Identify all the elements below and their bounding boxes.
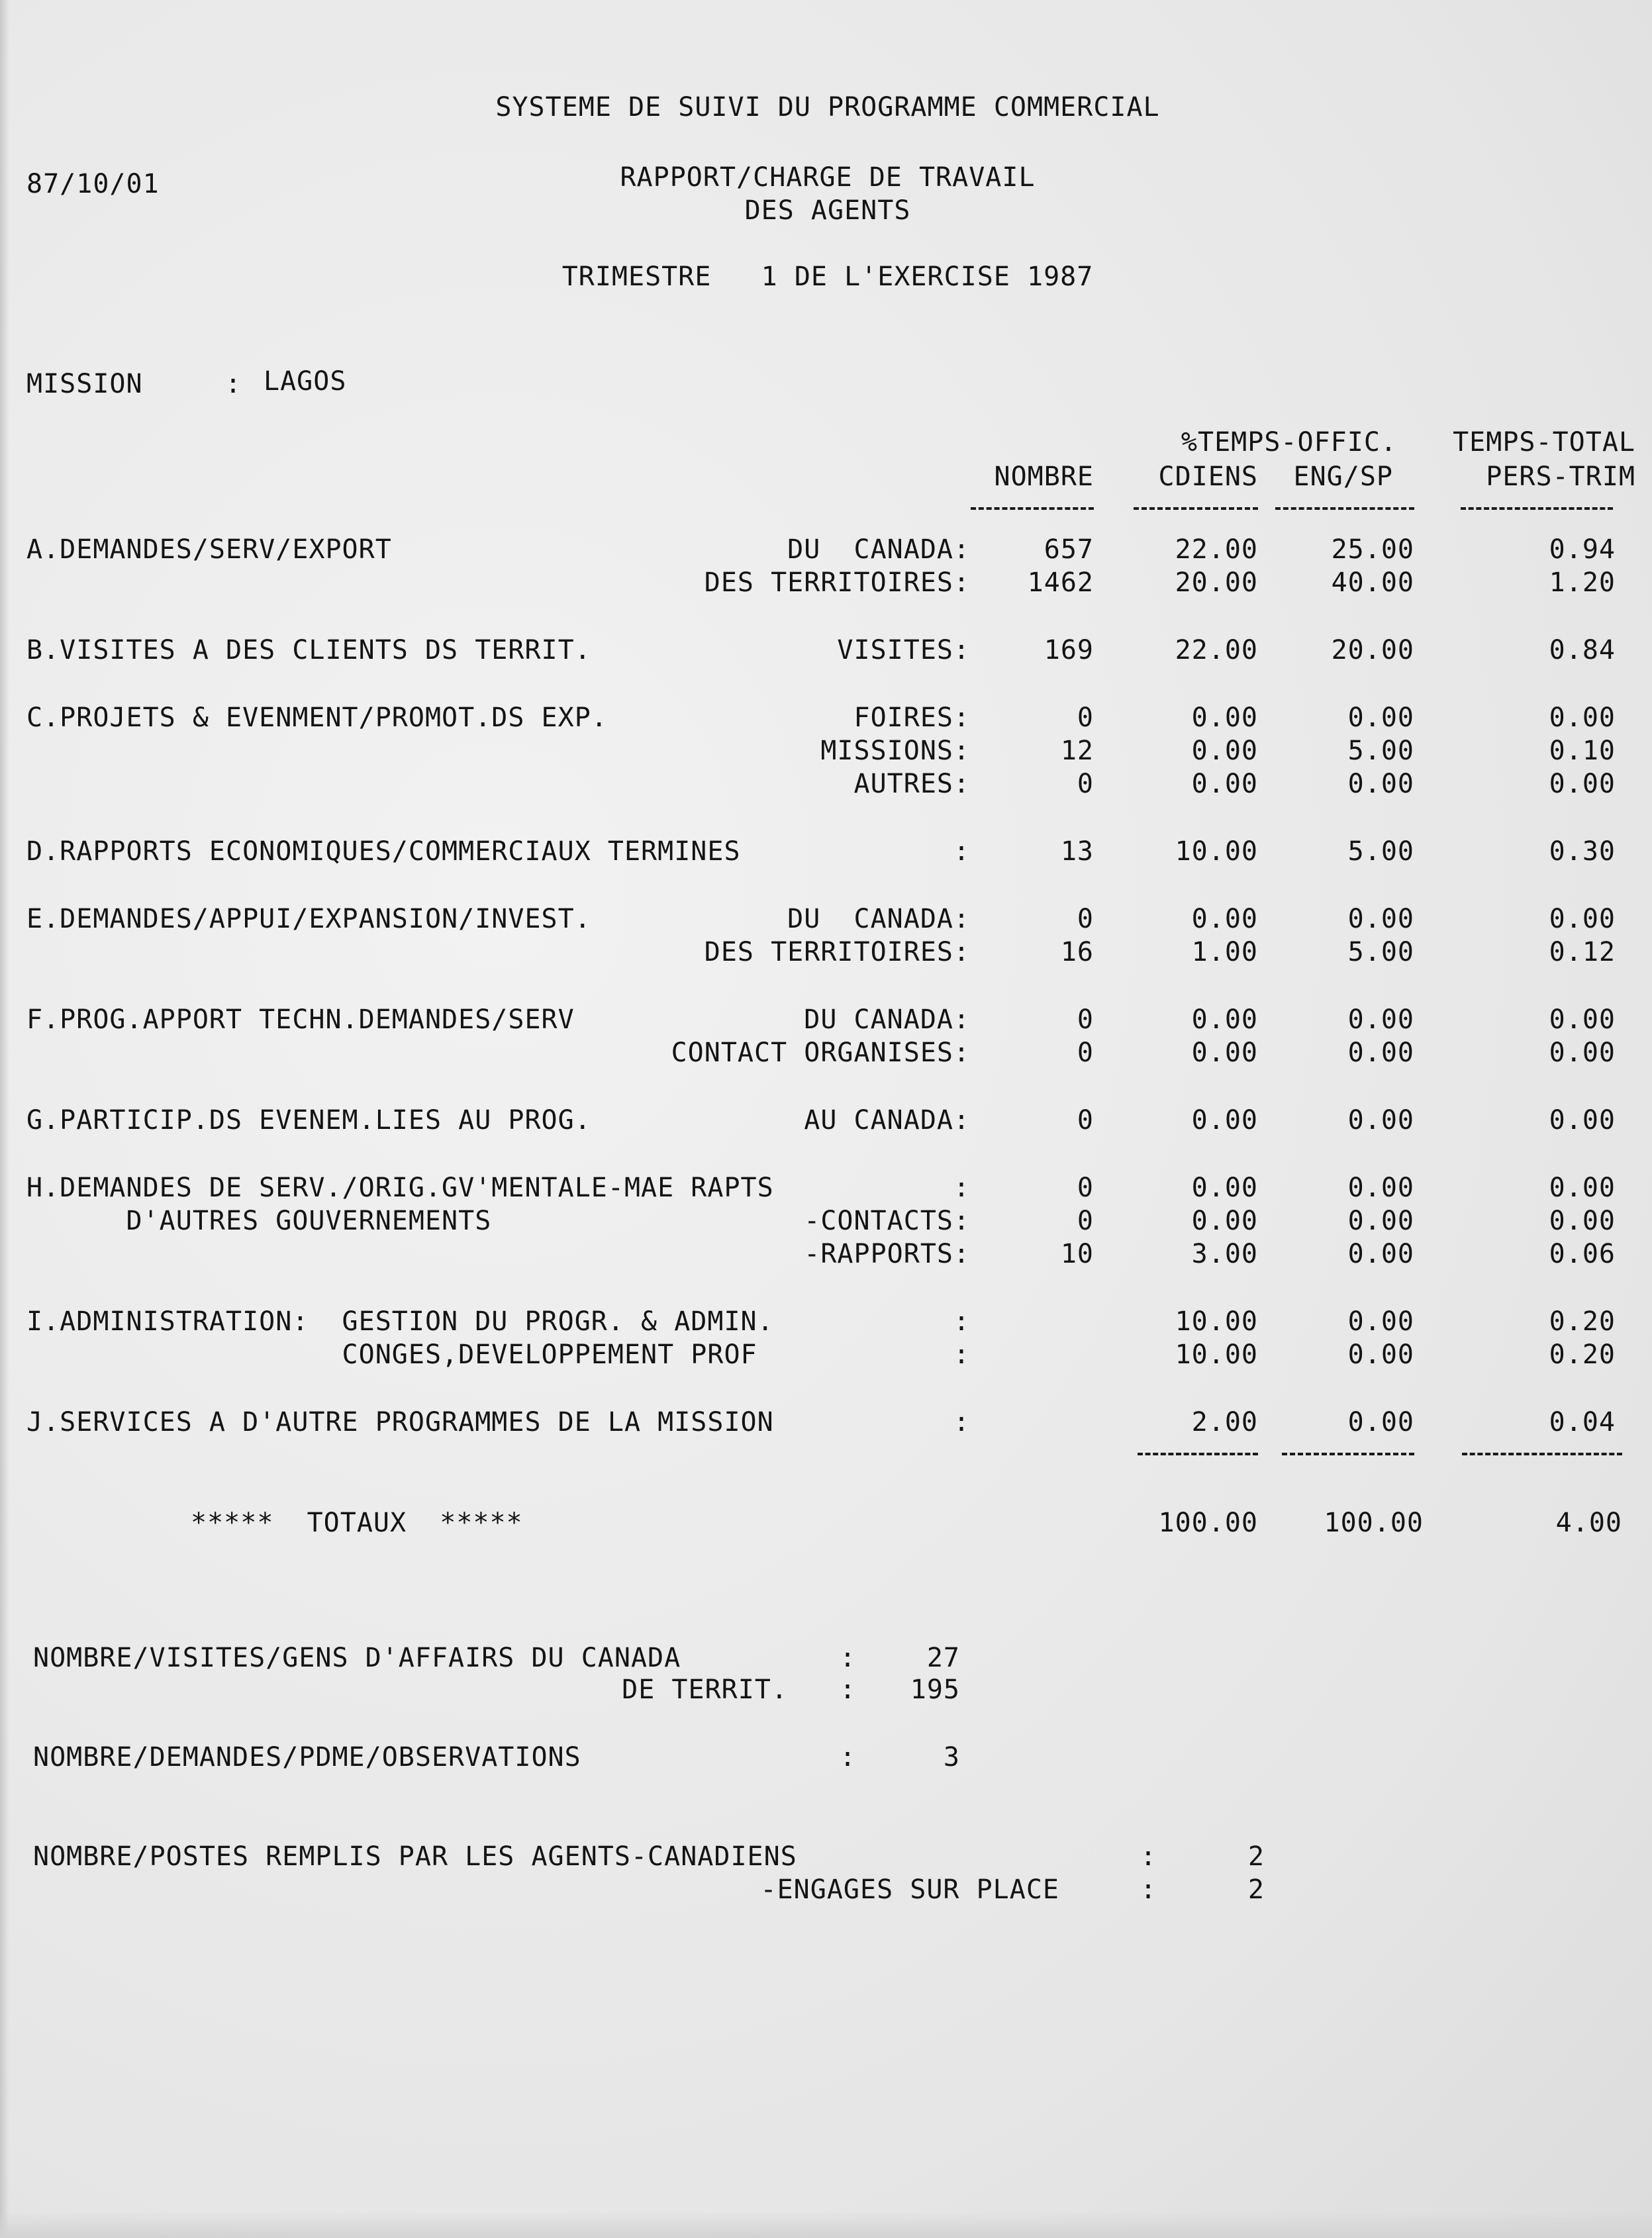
col-header-cdiens: CDIENS [1158,462,1258,492]
row-colon: : [953,1173,971,1203]
row-colon: : [953,567,971,598]
row-cdiens: 22.00 [1175,534,1258,565]
row-nombre: 12 [1060,736,1094,766]
row-perstrim: 0.20 [1549,1339,1616,1370]
totals-underline-perstrim [1462,1453,1622,1455]
row-cdiens: 20.00 [1175,567,1258,598]
row-engsp: 0.00 [1347,703,1414,733]
report-period: TRIMESTRE 1 DE L'EXERCISE 1987 [561,262,1094,292]
row-cdiens: 0.00 [1191,1004,1258,1035]
row-nombre: 169 [1044,635,1094,665]
row-category: CONGES,DEVELOPPEMENT PROF [26,1339,757,1370]
row-nombre: 0 [1077,1173,1094,1203]
row-category: J.SERVICES A D'AUTRE PROGRAMMES DE LA MISSION [26,1407,774,1437]
report-title-line2: DES AGENTS [744,195,911,226]
row-nombre: 10 [1060,1239,1094,1269]
row-sub: MISSIONS [820,736,953,766]
system-title: SYSTEME DE SUIVI DU PROGRAMME COMMERCIAL [495,92,1160,122]
row-cdiens: 0.00 [1191,769,1258,799]
row-sub: DES TERRITOIRES [704,937,953,967]
row-cdiens: 0.00 [1191,1206,1258,1236]
row-perstrim: 0.00 [1549,703,1616,733]
row-colon: : [953,1105,971,1136]
row-colon: : [953,1339,971,1370]
row-nombre: 0 [1077,1038,1094,1068]
row-nombre: 0 [1077,769,1094,799]
row-category: B.VISITES A DES CLIENTS DS TERRIT. [26,635,591,665]
row-cdiens: 2.00 [1191,1407,1258,1437]
row-engsp: 0.00 [1347,1206,1414,1236]
row-sub: VISITES [837,635,953,665]
row-engsp: 0.00 [1347,1038,1414,1068]
summary-pdme-label: NOMBRE/DEMANDES/PDME/OBSERVATIONS [33,1742,581,1773]
scan-left-edge [0,0,9,2238]
summary-postes-canadiens: 2 [1247,1841,1265,1872]
summary-visites-territ: 195 [910,1675,960,1705]
row-engsp: 0.00 [1347,1339,1414,1370]
row-category: E.DEMANDES/APPUI/EXPANSION/INVEST. [26,904,591,934]
underline-nombre [971,507,1094,510]
row-perstrim: 0.20 [1549,1306,1616,1337]
row-cdiens: 0.00 [1191,1038,1258,1068]
row-nombre: 0 [1077,1105,1094,1136]
row-cdiens: 10.00 [1175,1306,1258,1337]
row-engsp: 0.00 [1347,1004,1414,1035]
row-category: F.PROG.APPORT TECHN.DEMANDES/SERV [26,1004,575,1035]
row-sub: AU CANADA [804,1105,953,1136]
row-colon: : [953,1407,971,1437]
col-header-perstrim: PERS-TRIM [1486,462,1635,492]
row-colon: : [953,1004,971,1035]
row-cdiens: 10.00 [1175,1339,1258,1370]
row-cdiens: 0.00 [1191,1173,1258,1203]
row-perstrim: 0.00 [1549,904,1616,934]
row-nombre: 16 [1060,937,1094,967]
row-category: D.RAPPORTS ECONOMIQUES/COMMERCIAUX TERMINES [26,836,741,867]
row-colon: : [953,1038,971,1068]
pct-time-header: %TEMPS-OFFIC. [1181,427,1397,458]
mission-label: MISSION [26,369,143,399]
row-nombre: 0 [1077,1004,1094,1035]
row-sub: DU CANADA [787,904,953,934]
row-engsp: 0.00 [1347,1173,1414,1203]
summary-postes-label: NOMBRE/POSTES REMPLIS PAR LES AGENTS-CANADIENS [33,1841,797,1872]
row-perstrim: 0.00 [1549,1038,1616,1068]
row-category: C.PROJETS & EVENMENT/PROMOT.DS EXP. [26,703,608,733]
row-engsp: 5.00 [1347,736,1414,766]
row-engsp: 0.00 [1347,769,1414,799]
row-colon: : [953,1239,971,1269]
row-engsp: 0.00 [1347,1407,1414,1437]
row-sub: DU CANADA [804,1004,953,1035]
totals-label: ***** TOTAUX ***** [191,1508,523,1538]
row-engsp: 40.00 [1331,567,1414,598]
row-perstrim: 0.04 [1549,1407,1616,1437]
scan-bottom-edge [0,2212,1652,2238]
row-engsp: 25.00 [1331,534,1414,565]
row-sub: DES TERRITOIRES [704,567,953,598]
row-perstrim: 0.10 [1549,736,1616,766]
row-nombre: 0 [1077,904,1094,934]
row-perstrim: 0.84 [1549,635,1616,665]
row-engsp: 0.00 [1347,1105,1414,1136]
mission-separator: : [225,369,242,399]
row-sub: FOIRES [853,703,953,733]
row-category: A.DEMANDES/SERV/EXPORT [26,534,392,565]
mission-name: LAGOS [264,366,347,397]
report-date: 87/10/01 [26,169,160,199]
row-colon: : [953,703,971,733]
row-colon: : [953,769,971,799]
row-colon: : [953,635,971,665]
row-colon: : [953,1306,971,1337]
row-engsp: 0.00 [1347,1239,1414,1269]
summary-postes-colon: : [1140,1841,1157,1872]
row-engsp: 5.00 [1347,836,1414,867]
row-nombre: 13 [1060,836,1094,867]
row-sub: -CONTACTS [804,1206,953,1236]
row-category: D'AUTRES GOUVERNEMENTS [26,1206,492,1236]
underline-perstrim [1461,507,1613,510]
underline-engsp [1275,507,1414,510]
row-sub: -RAPPORTS [804,1239,953,1269]
row-category: G.PARTICIP.DS EVENEM.LIES AU PROG. [26,1105,591,1136]
row-nombre: 1462 [1027,567,1094,598]
row-engsp: 5.00 [1347,937,1414,967]
row-perstrim: 0.00 [1549,769,1616,799]
summary-visites-canada: 27 [926,1643,960,1673]
totals-underline-engsp [1282,1453,1414,1455]
row-perstrim: 0.00 [1549,1206,1616,1236]
row-perstrim: 0.30 [1549,836,1616,867]
row-perstrim: 0.06 [1549,1239,1616,1269]
totals-engsp: 100.00 [1324,1508,1424,1538]
row-sub: CONTACT ORGANISES [671,1038,953,1068]
row-cdiens: 0.00 [1191,904,1258,934]
row-colon: : [953,937,971,967]
col-header-engsp: ENG/SP [1293,462,1393,492]
row-colon: : [953,736,971,766]
row-colon: : [953,1206,971,1236]
row-engsp: 20.00 [1331,635,1414,665]
summary-pdme-value: 3 [943,1742,960,1773]
row-perstrim: 0.00 [1549,1173,1616,1203]
row-engsp: 0.00 [1347,1306,1414,1337]
row-nombre: 0 [1077,1206,1094,1236]
row-perstrim: 0.00 [1549,1004,1616,1035]
totals-cdiens: 100.00 [1158,1508,1258,1538]
row-engsp: 0.00 [1347,904,1414,934]
row-nombre: 657 [1044,534,1094,565]
underline-cdiens [1134,507,1258,510]
row-cdiens: 1.00 [1191,937,1258,967]
row-cdiens: 0.00 [1191,1105,1258,1136]
totals-perstrim: 4.00 [1555,1508,1622,1538]
col-header-nombre: NOMBRE [994,462,1094,492]
summary-postes-engages: 2 [1247,1874,1265,1905]
row-nombre: 0 [1077,703,1094,733]
row-colon: : [953,534,971,565]
row-cdiens: 3.00 [1191,1239,1258,1269]
summary-engages-label: -ENGAGES SUR PLACE [760,1874,1059,1905]
summary-visites-territ-colon: : [840,1675,857,1705]
row-colon: : [953,836,971,867]
summary-engages-colon: : [1140,1874,1157,1905]
row-perstrim: 0.94 [1549,534,1616,565]
row-cdiens: 10.00 [1175,836,1258,867]
summary-visites-colon: : [840,1643,857,1673]
summary-visites-label: NOMBRE/VISITES/GENS D'AFFAIRS DU CANADA [33,1643,681,1673]
totals-underline-cdiens [1138,1453,1258,1455]
row-perstrim: 0.00 [1549,1105,1616,1136]
summary-visites-territ-label: DE TERRIT. [622,1675,788,1705]
row-perstrim: 0.12 [1549,937,1616,967]
row-cdiens: 22.00 [1175,635,1258,665]
row-category: I.ADMINISTRATION: GESTION DU PROGR. & ADMIN. [26,1306,774,1337]
row-cdiens: 0.00 [1191,736,1258,766]
row-perstrim: 1.20 [1549,567,1616,598]
summary-pdme-colon: : [840,1742,857,1773]
report-title-line1: RAPPORT/CHARGE DE TRAVAIL [620,162,1036,193]
total-time-header: TEMPS-TOTAL [1453,427,1635,458]
row-category: H.DEMANDES DE SERV./ORIG.GV'MENTALE-MAE RAPTS [26,1173,774,1203]
row-sub: DU CANADA [787,534,953,565]
row-cdiens: 0.00 [1191,703,1258,733]
row-sub: AUTRES [853,769,953,799]
row-colon: : [953,904,971,934]
